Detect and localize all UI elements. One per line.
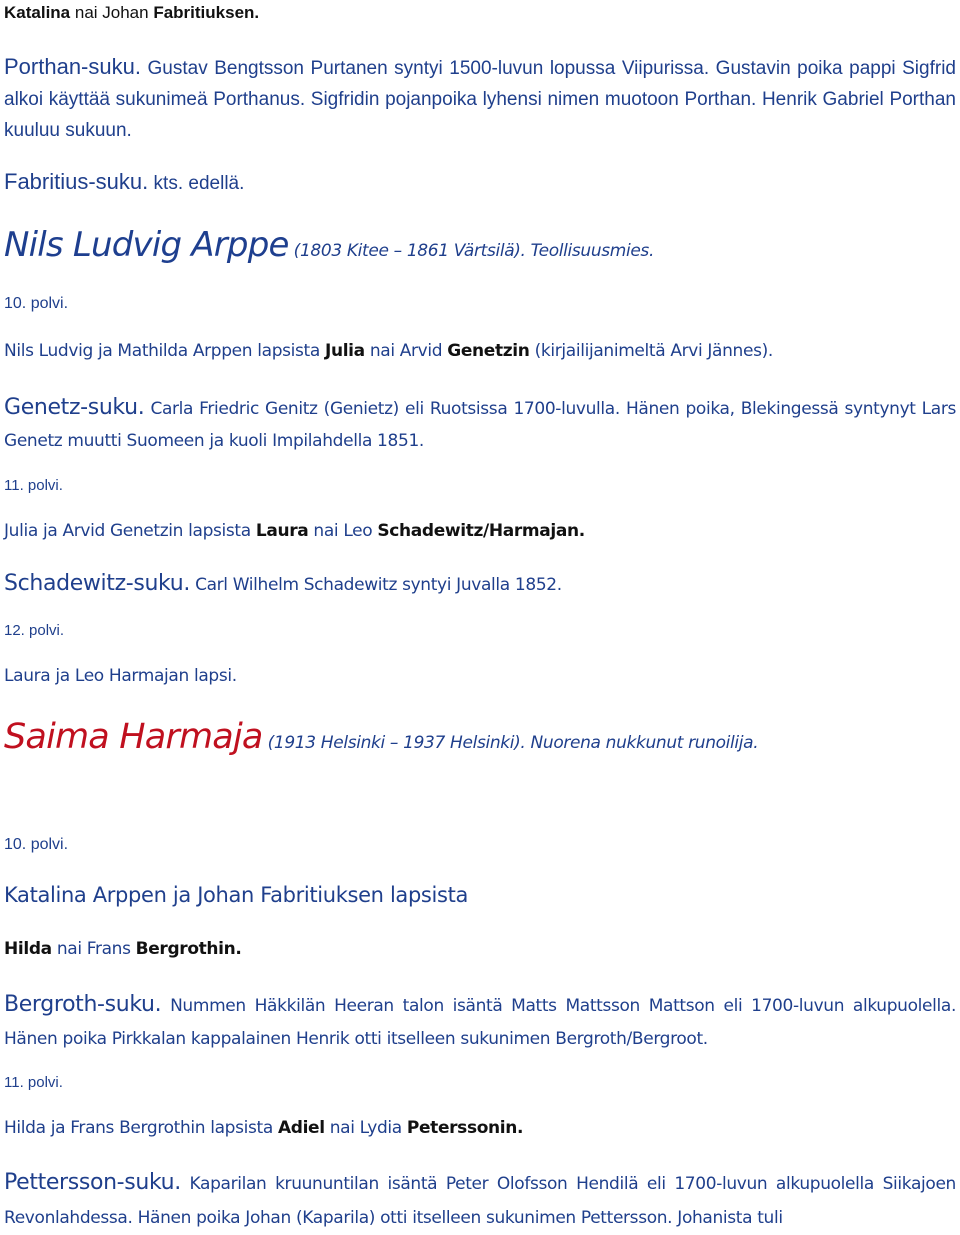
generation-10-b: 10. polvi. bbox=[4, 836, 69, 853]
genetz-paragraph: Genetz-suku. Carla Friedric Genitz (Genietz) eli Ruotsissa 1700-luvulla. Hänen poika, Blekingessä syntynyt Lars Genetz muutti Suomeen ja kuoli Impilahdella 1851. bbox=[4, 395, 956, 451]
name-laura: Laura bbox=[255, 521, 309, 541]
fabritius-paragraph: Fabritius-suku. kts. edellä. bbox=[4, 169, 245, 194]
schadewitz-paragraph: Schadewitz-suku. Carl Wilhelm Schadewitz syntyi Juvalla 1852. bbox=[4, 571, 562, 596]
arppe-line: Nils Ludvig Arppe (1803 Kitee – 1861 Värtsilä). Teollisuusmies. bbox=[4, 225, 654, 265]
name-adiel: Adiel bbox=[277, 1118, 325, 1138]
adiel-line: Hilda ja Frans Bergrothin lapsista Adiel nai Lydia Peterssonin. bbox=[4, 1118, 524, 1138]
bergroth-paragraph: Bergroth-suku. Nummen Häkkilän Heeran talon isäntä Matts Mattsson Mattson eli 1700-luvun alkupuolella. Hänen poika Pirkkalan kappalainen Henrik otti itselleen sukunimen Bergroth/Bergroot. bbox=[4, 992, 956, 1049]
name-peterssonin: Peterssonin. bbox=[406, 1118, 524, 1138]
arppe-name: Nils Ludvig Arppe bbox=[4, 225, 289, 265]
katalina-children-heading: Katalina Arppen ja Johan Fabritiuksen lapsista bbox=[4, 883, 468, 907]
name-bergrothin: Bergrothin. bbox=[135, 939, 242, 959]
name-fabritiuksen: Fabritiuksen. bbox=[153, 3, 260, 22]
genetz-heading: Genetz-suku. bbox=[4, 395, 145, 420]
laura-line: Julia ja Arvid Genetzin lapsista Laura nai Leo Schadewitz/Harmajan. bbox=[4, 521, 585, 541]
schadewitz-heading: Schadewitz-suku. bbox=[4, 571, 191, 596]
name-katalina: Katalina bbox=[4, 3, 71, 22]
hilda-line: Hilda nai Frans Bergrothin. bbox=[4, 939, 242, 959]
julia-line: Nils Ludvig ja Mathilda Arppen lapsista Julia nai Arvid Genetzin (kirjailijanimeltä Arvi Jännes). bbox=[4, 341, 773, 361]
generation-11-b: 11. polvi. bbox=[4, 1074, 63, 1091]
pettersson-paragraph: Pettersson-suku. Kaparilan kruununtilan isäntä Peter Olofsson Hendilä eli 1700-luvun alkupuolella Siikajoen Revonlahdessa. Hänen poika Johan (Kaparila) otti itselleen sukunimen Pettersson. Johanista tuli bbox=[4, 1170, 956, 1228]
saima-line: Saima Harmaja (1913 Helsinki – 1937 Helsinki). Nuorena nukkunut runoilija. bbox=[4, 717, 759, 757]
line-katalina: Katalina nai Johan Fabritiuksen. bbox=[4, 3, 260, 22]
porthan-paragraph: Porthan-suku. Gustav Bengtsson Purtanen syntyi 1500-luvun lopussa Viipurissa. Gustavin poika pappi Sigfrid alkoi käyttää sukunimeä Porthanus. Sigfridin pojanpoika lyhensi nimen muotoon Porthan. Henrik Gabriel Porthan kuuluu sukuun. bbox=[4, 54, 956, 141]
pettersson-heading: Pettersson-suku. bbox=[4, 1170, 181, 1195]
generation-11-a: 11. polvi. bbox=[4, 477, 63, 494]
name-hilda: Hilda bbox=[4, 939, 52, 959]
harmaja-child-line: Laura ja Leo Harmajan lapsi. bbox=[4, 666, 237, 686]
generation-10-a: 10. polvi. bbox=[4, 295, 69, 312]
generation-12: 12. polvi. bbox=[4, 622, 65, 639]
porthan-heading: Porthan-suku. bbox=[4, 54, 141, 79]
name-genetzin: Genetzin bbox=[447, 341, 530, 361]
fabritius-heading: Fabritius-suku. bbox=[4, 169, 149, 194]
saima-name: Saima Harmaja bbox=[4, 717, 263, 757]
bergroth-heading: Bergroth-suku. bbox=[4, 992, 162, 1017]
name-julia: Julia bbox=[324, 341, 365, 361]
name-schadewitz: Schadewitz/Harmajan. bbox=[377, 521, 585, 541]
